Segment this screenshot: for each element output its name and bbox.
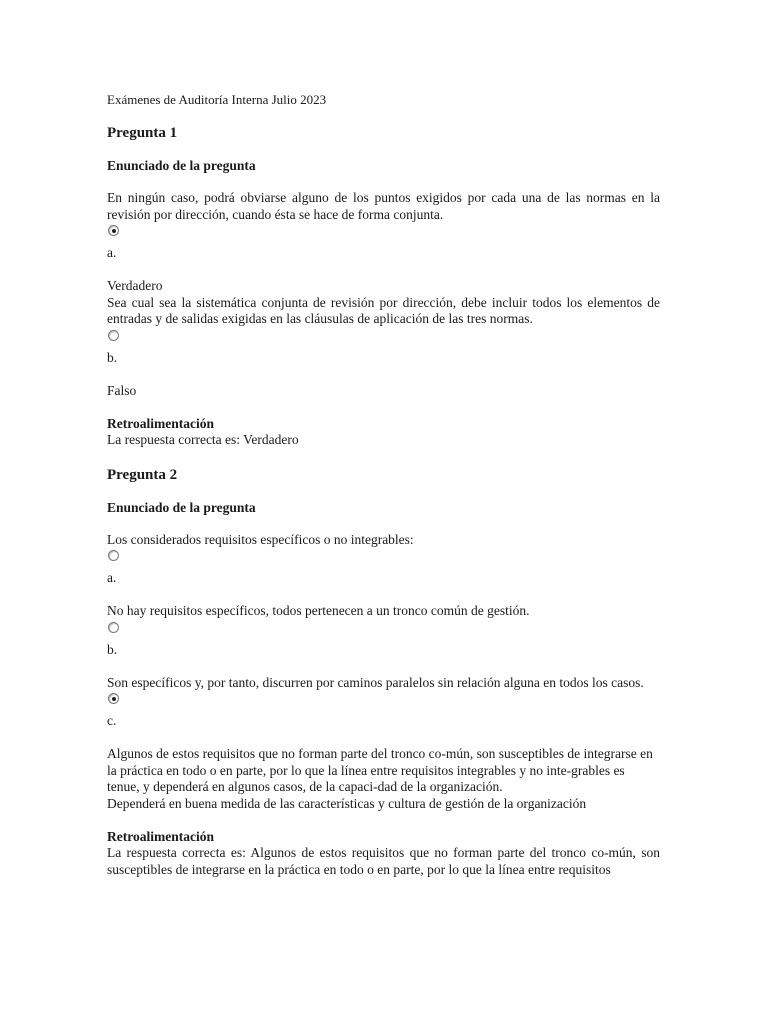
question-2-option-c-radio[interactable] [108, 693, 119, 704]
question-2-feedback-label: Retroalimentación [107, 829, 214, 844]
question-2-option-c-explanation: Dependerá en buena medida de las características y cultura de gestión de la organización [107, 795, 587, 811]
question-1-option-a-radio[interactable] [108, 225, 119, 236]
question-2-option-c-text: Algunos de estos requisitos que no forman parte del tronco co-mún, son susceptibles de integrarse en la práctica en todo o en parte, por lo que la línea entre requisitos integrables y no inte-grables es tenue, y dependerá en algunos casos, de la capaci-dad de la organización. [107, 746, 653, 794]
question-2-option-b-letter: b. [107, 641, 118, 657]
question-2-heading: Pregunta 2 [107, 466, 178, 483]
question-2-option-a-radio[interactable] [108, 550, 119, 561]
question-1-option-a-text: Verdadero [107, 278, 163, 293]
question-1-feedback-label: Retroalimentación [107, 416, 214, 431]
question-1-option-a-letter: a. [107, 245, 117, 260]
question-1-option-b-text: Falso [107, 382, 137, 398]
question-1-option-b-radio[interactable] [108, 330, 119, 341]
question-2-option-a-letter: a. [107, 570, 117, 585]
question-1-statement-label: Enunciado de la pregunta [107, 158, 256, 173]
question-2-statement: Los considerados requisitos específicos o no integrables: [107, 531, 414, 547]
question-1-statement: En ningún caso, podrá obviarse alguno de los puntos exigidos por cada una de las normas en la revisión por dirección, cuando ésta se hace de forma conjunta. [107, 190, 660, 222]
question-1-option-a-explanation: Sea cual sea la sistemática conjunta de revisión por dirección, debe incluir todos los elementos de entradas y de salidas exigidas en las cláusulas de aplicación de las tres normas. [107, 294, 660, 326]
question-2-option-b-text: Son específicos y, por tanto, discurren por caminos paralelos sin relación alguna en todos los casos. [107, 674, 644, 690]
exam-document [107, 92, 660, 878]
question-2-option-b-radio[interactable] [108, 622, 119, 633]
document-title: Exámenes de Auditoría Interna Julio 2023 [107, 92, 327, 107]
question-2-statement-label: Enunciado de la pregunta [107, 499, 256, 515]
question-2-option-c-letter: c. [107, 713, 117, 728]
question-2-option-a-text: No hay requisitos específicos, todos pertenecen a un tronco común de gestión. [107, 603, 530, 618]
question-1-heading: Pregunta 1 [107, 125, 178, 141]
question-1 [107, 124, 660, 449]
question-2 [107, 466, 660, 879]
question-1-feedback: La respuesta correcta es: Verdadero [107, 432, 299, 447]
question-2-feedback: La respuesta correcta es: Algunos de estos requisitos que no forman parte del tronco co-mún, son susceptibles de integrarse en la práctica en todo o en parte, por lo que la línea entre requisitos [107, 845, 660, 877]
question-1-option-b-letter: b. [107, 349, 118, 365]
